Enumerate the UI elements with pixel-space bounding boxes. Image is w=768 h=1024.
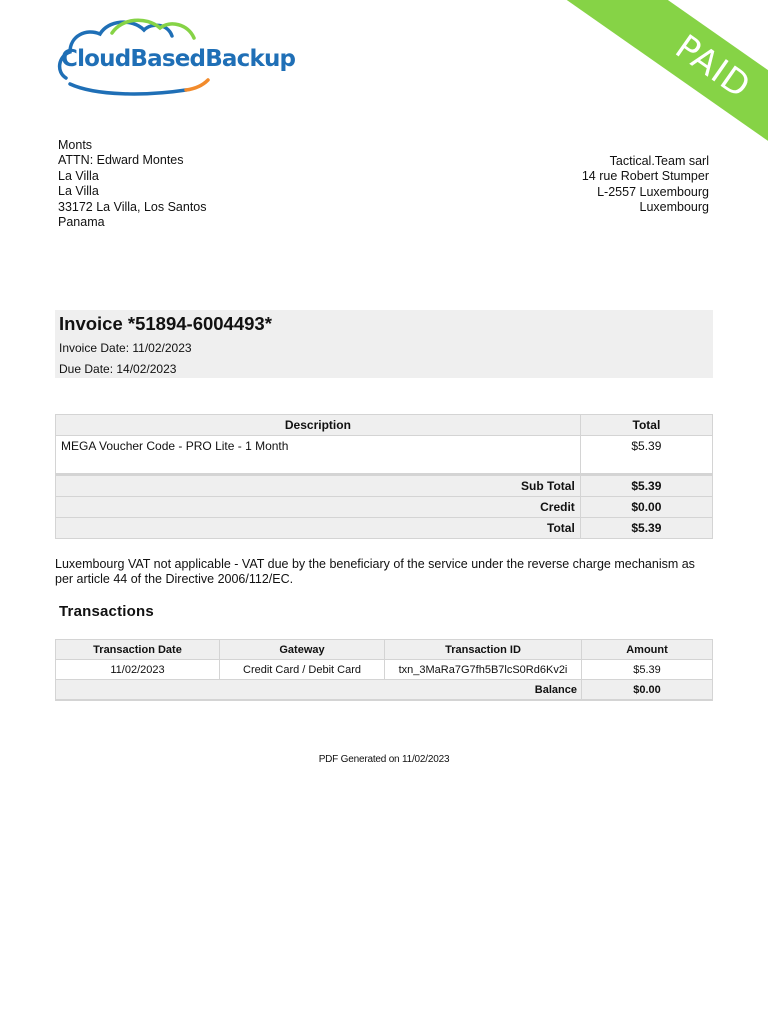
logo-wordmark: CloudBasedBackup (61, 46, 296, 72)
total-value: $5.39 (580, 518, 712, 539)
bill-to-line: Panama (58, 215, 105, 230)
pay-to-line: L-2557 Luxembourg (597, 184, 709, 199)
gateway-header: Gateway (220, 640, 385, 660)
credit-row (56, 497, 713, 518)
vat-note: Luxembourg VAT not applicable - VAT due by the beneficiary of the service under the reverse charge mechanism as per article 44 of the Directive 2006/112/EC. (55, 557, 695, 587)
subtotal-row (56, 476, 713, 497)
subtotal-value: $5.39 (580, 476, 712, 497)
balance-row (56, 680, 713, 700)
transactions-heading: Transactions (59, 603, 154, 620)
table-row (56, 436, 713, 475)
transaction-id: txn_3MaRa7G7fh5B7lcS0Rd6Kv2i (385, 660, 582, 680)
transactions-bottom-border (55, 699, 713, 701)
invoice-title: Invoice *51894-6004493* (59, 313, 272, 334)
amount-header: Amount (582, 640, 713, 660)
total-header: Total (580, 415, 712, 436)
pay-to-address (582, 154, 709, 216)
company-logo (56, 16, 336, 98)
transaction-gateway: Credit Card / Debit Card (220, 660, 385, 680)
transaction-date-header: Transaction Date (56, 640, 220, 660)
bill-to-line: La Villa (58, 184, 99, 199)
description-header: Description (56, 415, 581, 436)
total-label: Total (56, 518, 581, 539)
item-description: MEGA Voucher Code - PRO Lite - 1 Month (56, 436, 581, 475)
pdf-generated-footer: PDF Generated on 11/02/2023 (318, 754, 450, 765)
invoice-date: Invoice Date: 11/02/2023 (59, 341, 192, 355)
credit-label: Credit (56, 497, 581, 518)
balance-value: $0.00 (582, 680, 713, 700)
transactions-table (55, 639, 713, 700)
pay-to-line: Tactical.Team sarl (609, 154, 709, 168)
balance-label: Balance (56, 680, 582, 700)
bill-to-address (58, 138, 207, 230)
pay-to-line: Luxembourg (639, 200, 709, 215)
credit-value: $0.00 (580, 497, 712, 518)
item-total: $5.39 (580, 436, 712, 475)
pay-to-line: 14 rue Robert Stumper (581, 169, 709, 184)
bill-to-line: ATTN: Edward Montes (58, 153, 184, 168)
transaction-date: 11/02/2023 (56, 660, 220, 680)
table-row (56, 660, 713, 680)
invoice-items-table (55, 414, 713, 539)
invoice-due-date: Due Date: 14/02/2023 (59, 362, 177, 376)
transaction-id-header: Transaction ID (385, 640, 582, 660)
subtotal-label: Sub Total (56, 476, 581, 497)
bill-to-line: 33172 La Villa, Los Santos (58, 199, 207, 214)
items-header-row (56, 415, 713, 436)
bill-to-line: La Villa (58, 168, 99, 183)
total-row (56, 518, 713, 539)
transactions-header-row (56, 640, 713, 660)
invoice-header (55, 310, 713, 378)
paid-ribbon: PAID (541, 0, 768, 200)
bill-to-line: Monts (58, 138, 93, 152)
transaction-amount: $5.39 (582, 660, 713, 680)
